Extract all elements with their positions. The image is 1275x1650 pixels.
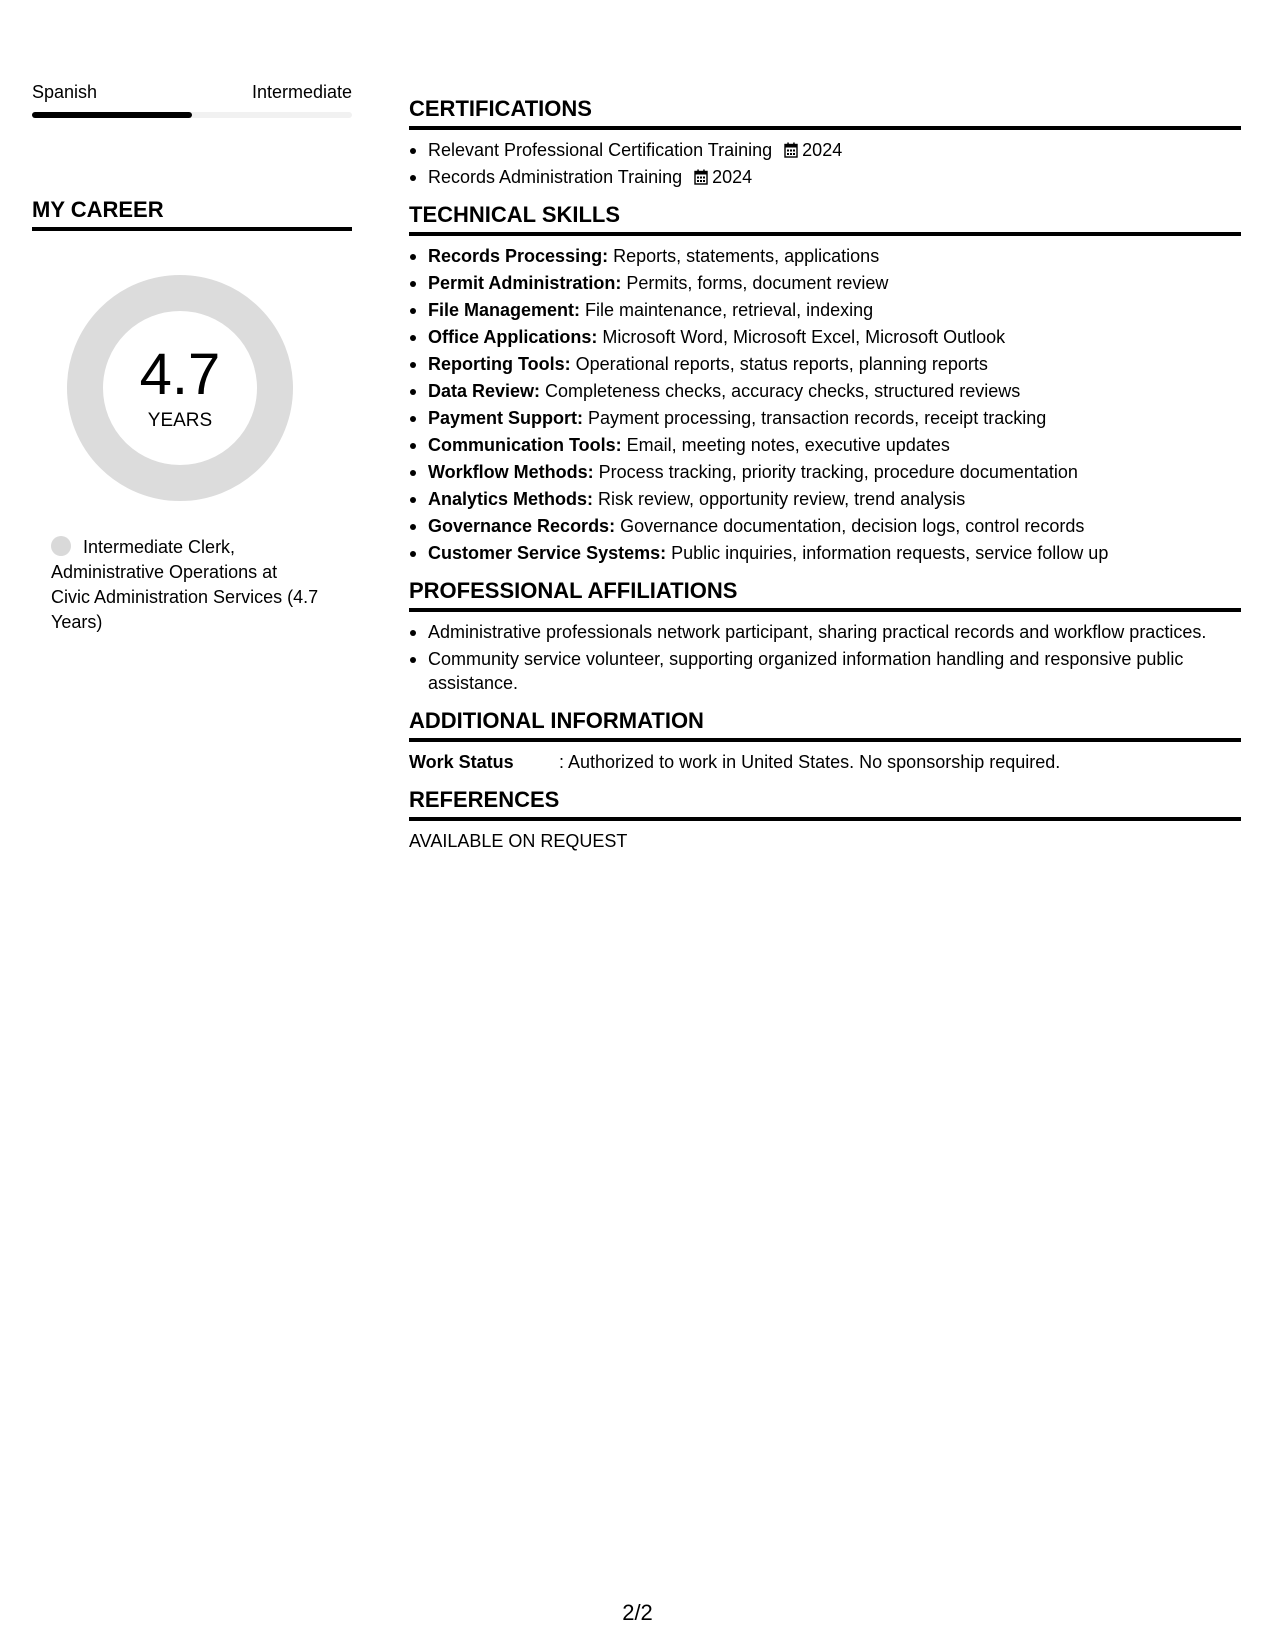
section-title: CERTIFICATIONS: [409, 96, 592, 121]
skill-label: File Management:: [428, 300, 581, 320]
section-rule: [409, 126, 1241, 130]
skill-item: [409, 379, 1241, 403]
language-proficiency-bar: [32, 112, 352, 118]
skill-item: [409, 298, 1241, 322]
certification-name: Relevant Professional Certification Training: [428, 140, 773, 160]
skill-text: Permits, forms, document review: [621, 273, 889, 293]
section-title: ADDITIONAL INFORMATION: [409, 708, 704, 733]
skill-item: [409, 541, 1241, 565]
skill-text: Completeness checks, accuracy checks, structured reviews: [540, 381, 1021, 401]
section-title: REFERENCES: [409, 787, 560, 812]
certifications-list: [409, 138, 1241, 189]
skill-text: Risk review, opportunity review, trend analysis: [593, 489, 966, 509]
section-rule: [409, 608, 1241, 612]
affiliations-list: [409, 620, 1241, 695]
skill-item: [409, 514, 1241, 538]
section-rule: [409, 817, 1241, 821]
career-years-unit: YEARS: [147, 410, 213, 431]
section-rule: [409, 738, 1241, 742]
skill-item: [409, 487, 1241, 511]
career-years-value: 4.7: [139, 342, 221, 407]
skill-item: [409, 271, 1241, 295]
affiliations-section: [409, 577, 1241, 695]
skill-text: File maintenance, retrieval, indexing: [580, 300, 874, 320]
skill-text: Public inquiries, information requests, service follow up: [666, 543, 1109, 563]
skill-label: Governance Records:: [428, 516, 616, 536]
section-title: TECHNICAL SKILLS: [409, 202, 621, 227]
calendar-icon: [784, 142, 798, 158]
skill-label: Payment Support:: [428, 408, 584, 428]
language-proficiency-fill: [32, 112, 192, 118]
skill-label: Analytics Methods:: [428, 489, 594, 509]
section-title: PROFESSIONAL AFFILIATIONS: [409, 578, 738, 603]
skill-label: Data Review:: [428, 381, 541, 401]
language-name: Spanish: [32, 82, 98, 102]
career-position: [51, 535, 321, 635]
affiliation-item: Community service volunteer, supporting organized information handling and responsive public assistance.: [409, 647, 1241, 695]
skill-text: Microsoft Word, Microsoft Excel, Microsoft Outlook: [597, 327, 1006, 347]
skill-text: Payment processing, transaction records, receipt tracking: [583, 408, 1047, 428]
skill-item: [409, 352, 1241, 376]
certifications-section: [409, 95, 1241, 189]
work-status-label: Work Status: [409, 752, 514, 772]
skill-label: Customer Service Systems:: [428, 543, 667, 563]
skill-label: Permit Administration:: [428, 273, 622, 293]
affiliation-item: Administrative professionals network participant, sharing practical records and workflow practices.: [409, 620, 1241, 644]
language-row: [32, 82, 352, 106]
technical-skills-list: [409, 244, 1241, 565]
certification-item: [409, 138, 1241, 162]
career-position-text: Intermediate Clerk, Administrative Operations at Civic Administration Services (4.7 Years): [51, 537, 319, 632]
skill-item: [409, 244, 1241, 268]
career-heading: MY CAREER: [32, 197, 164, 222]
main-content: [409, 95, 1241, 865]
work-status-row: [409, 750, 1241, 774]
skill-label: Communication Tools:: [428, 435, 622, 455]
skill-item: [409, 460, 1241, 484]
additional-info-section: [409, 707, 1241, 774]
skill-text: Governance documentation, decision logs, control records: [615, 516, 1085, 536]
section-rule: [409, 232, 1241, 236]
skill-item: [409, 433, 1241, 457]
career-years-donut: [67, 275, 293, 501]
skill-text: Operational reports, status reports, planning reports: [570, 354, 988, 374]
work-status-value: : Authorized to work in United States. No sponsorship required.: [559, 752, 1061, 772]
skill-text: Reports, statements, applications: [608, 246, 880, 266]
references-text: AVAILABLE ON REQUEST: [409, 831, 628, 851]
page-number: 2/2: [622, 1600, 653, 1625]
timeline-dot-icon: [51, 536, 71, 556]
skill-item: [409, 406, 1241, 430]
skill-text: Process tracking, priority tracking, procedure documentation: [593, 462, 1078, 482]
skill-item: [409, 325, 1241, 349]
certification-year: 2024: [712, 167, 753, 187]
skill-label: Records Processing:: [428, 246, 609, 266]
certification-name: Records Administration Training: [428, 167, 683, 187]
certification-item: [409, 165, 1241, 189]
technical-skills-section: [409, 201, 1241, 565]
certification-year: 2024: [802, 140, 843, 160]
calendar-icon: [694, 169, 708, 185]
references-section: [409, 786, 1241, 853]
skill-label: Office Applications:: [428, 327, 598, 347]
skill-text: Email, meeting notes, executive updates: [621, 435, 950, 455]
skill-label: Workflow Methods:: [428, 462, 594, 482]
skill-label: Reporting Tools:: [428, 354, 571, 374]
language-level: Intermediate: [251, 82, 352, 102]
career-heading-rule: [32, 227, 352, 231]
